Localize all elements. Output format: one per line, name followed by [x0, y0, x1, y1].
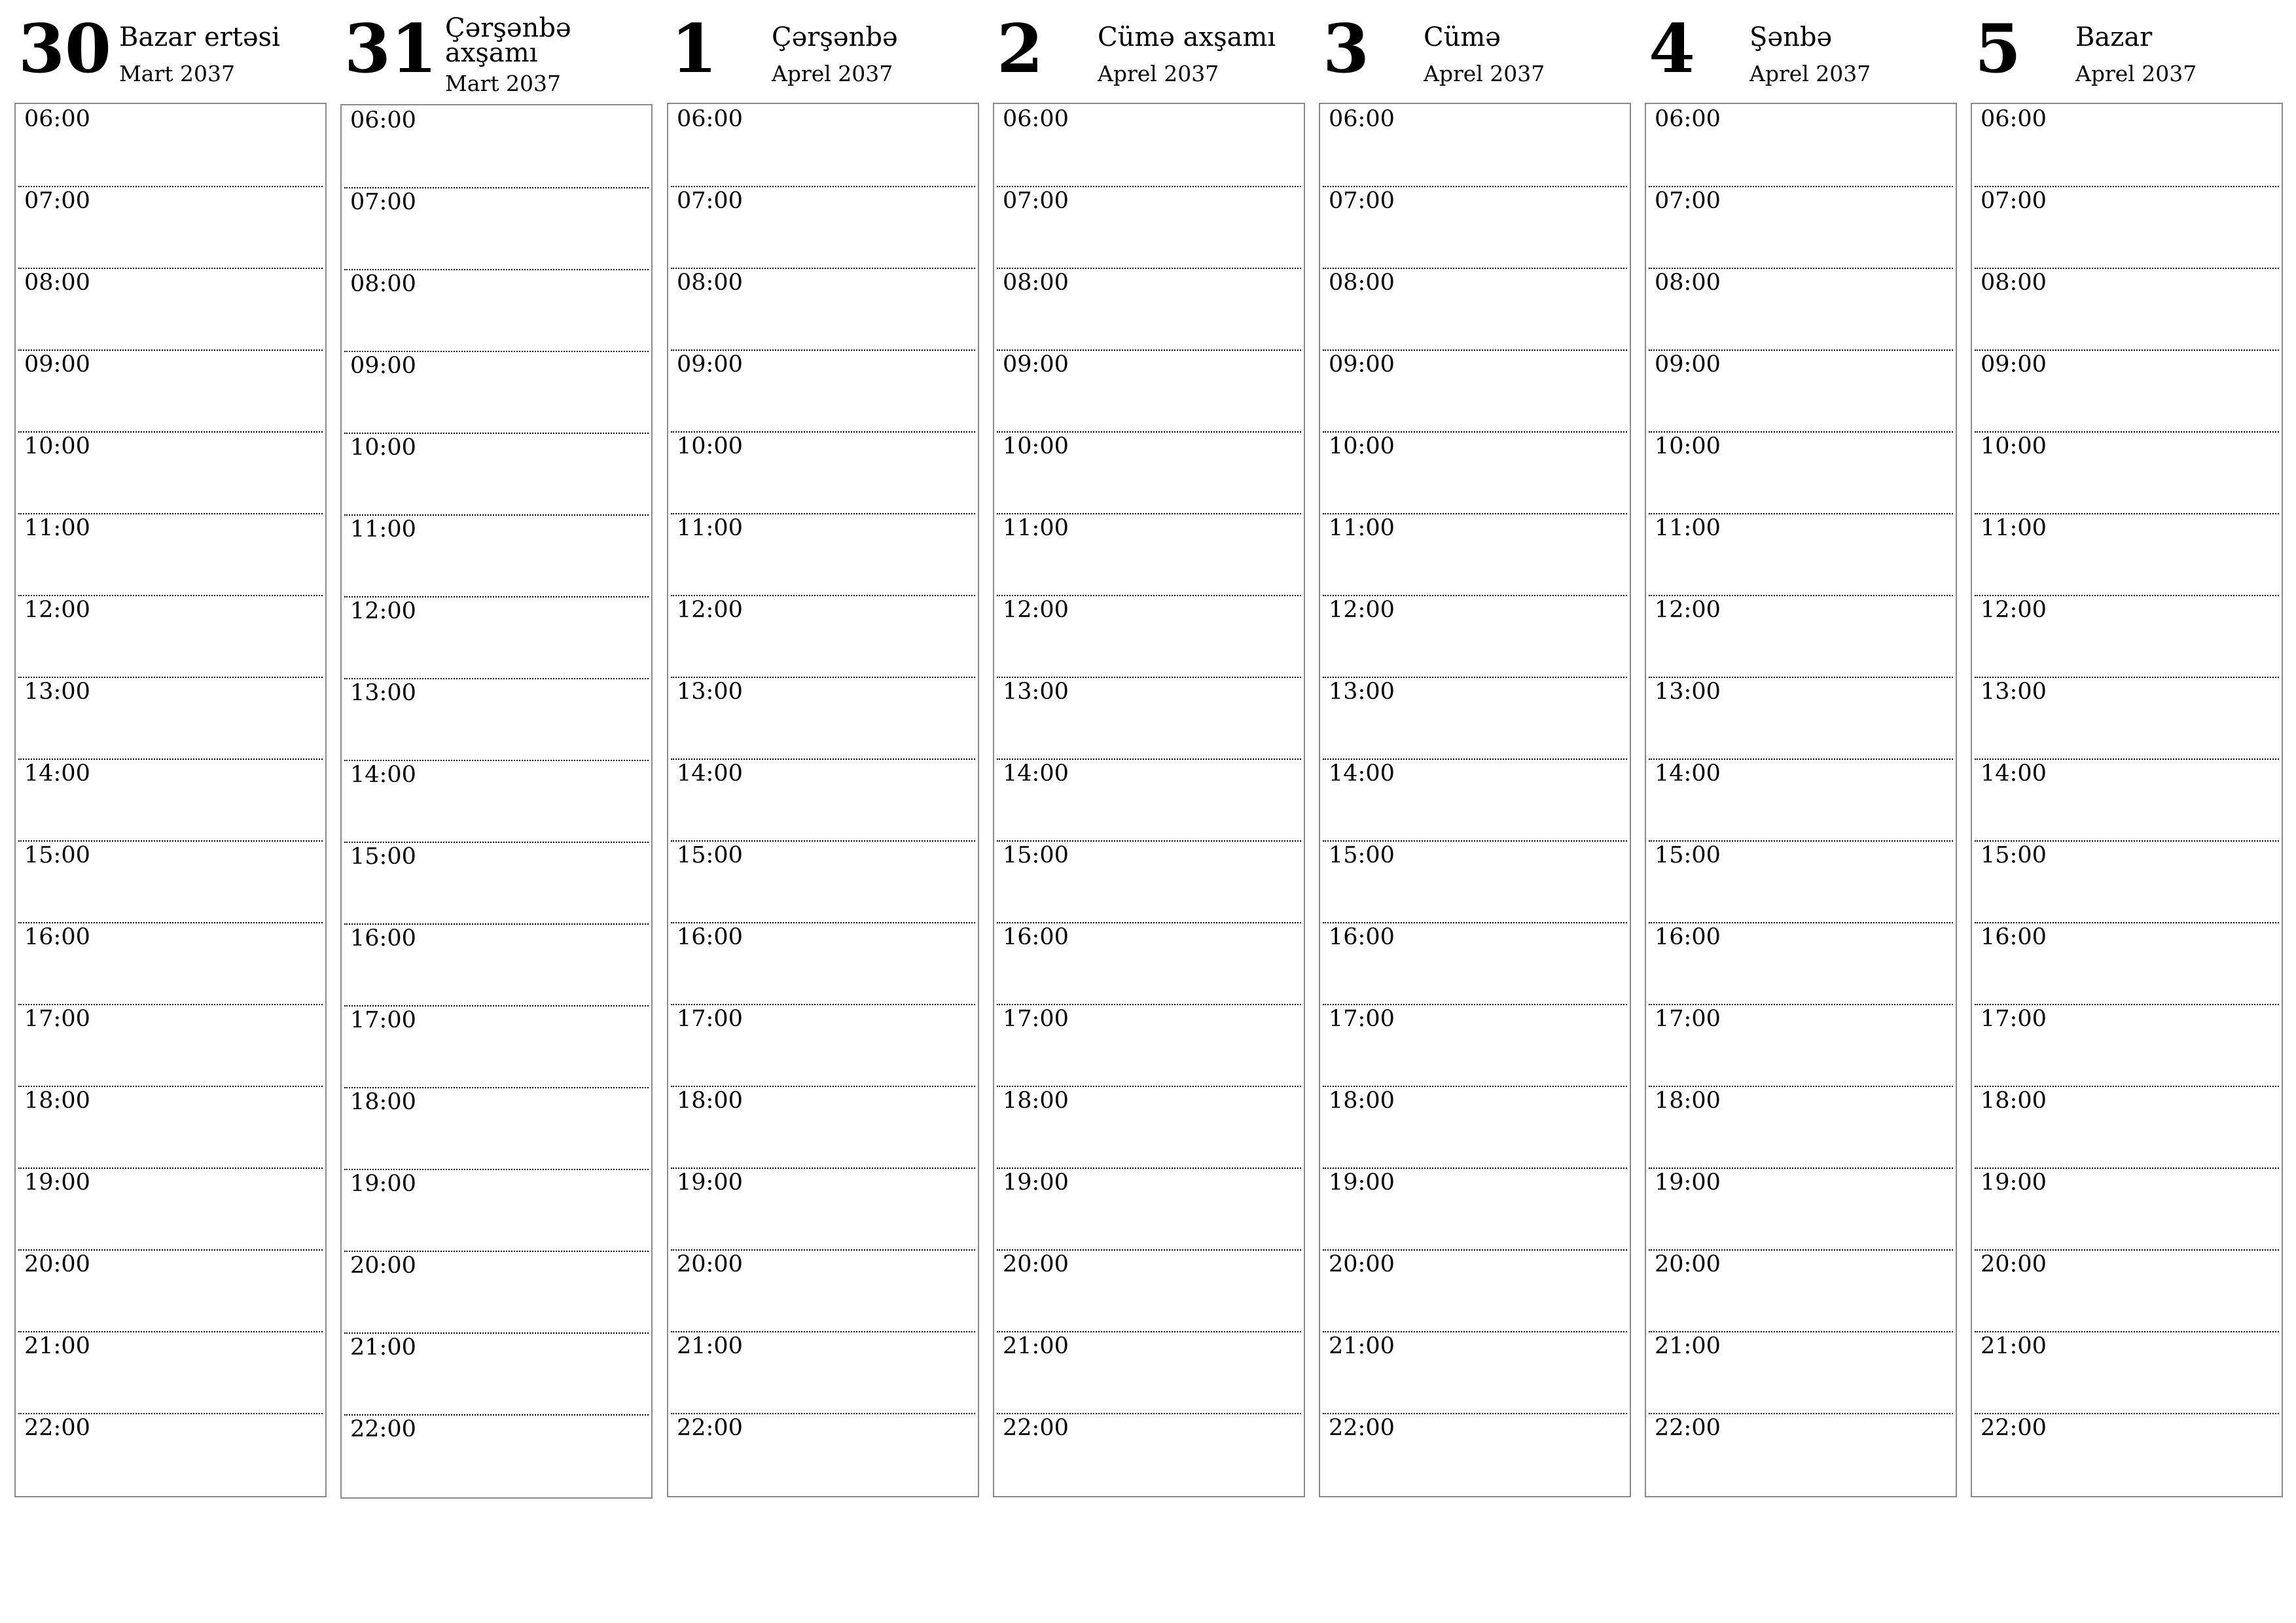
- time-slot: [671, 1249, 975, 1332]
- time-slot: [18, 595, 323, 678]
- day-number: 1: [671, 10, 717, 88]
- time-slot: [1649, 1249, 1953, 1332]
- time-label: 07:00: [1655, 188, 1721, 214]
- time-label: 21:00: [1655, 1333, 1721, 1359]
- time-label: 14:00: [1329, 760, 1395, 787]
- time-label: 14:00: [1655, 760, 1721, 787]
- time-slot: [18, 1004, 323, 1087]
- day-header: [14, 0, 327, 98]
- time-slot: [997, 1086, 1301, 1169]
- time-slot: [671, 595, 975, 678]
- time-slot: [18, 922, 323, 1005]
- time-label: 14:00: [24, 760, 90, 787]
- day-header: [340, 0, 653, 98]
- time-label: 22:00: [24, 1415, 90, 1441]
- time-label: 10:00: [1003, 433, 1069, 459]
- time-label: 17:00: [350, 1007, 416, 1033]
- time-label: 21:00: [350, 1334, 416, 1361]
- time-slot: [1649, 677, 1953, 760]
- time-slot: [344, 678, 649, 761]
- time-label: 19:00: [677, 1169, 743, 1196]
- time-label: 15:00: [1655, 842, 1721, 868]
- time-label: 17:00: [1003, 1006, 1069, 1032]
- time-label: 09:00: [1981, 351, 2047, 378]
- time-label: 16:00: [1329, 924, 1395, 950]
- time-label: 22:00: [1329, 1415, 1395, 1441]
- time-label: 17:00: [1329, 1006, 1395, 1032]
- time-label: 22:00: [677, 1415, 743, 1441]
- time-slot: [1649, 1331, 1953, 1414]
- time-slot: [1649, 513, 1953, 596]
- time-label: 13:00: [1329, 679, 1395, 705]
- time-slot: [344, 923, 649, 1007]
- time-label: 15:00: [677, 842, 743, 868]
- time-slot: [1323, 349, 1627, 433]
- time-label: 12:00: [1655, 597, 1721, 623]
- time-slot: [18, 758, 323, 842]
- time-slot: [344, 760, 649, 843]
- time-slot: [671, 677, 975, 760]
- weekday-name: Cümə axşamı: [1098, 22, 1276, 52]
- time-label: 13:00: [350, 680, 416, 706]
- month-year: Aprel 2037: [1424, 61, 1545, 86]
- time-label: 21:00: [1329, 1333, 1395, 1359]
- day-schedule-box: [1645, 103, 1957, 1497]
- time-slot: [1975, 1004, 2279, 1087]
- time-slot: [1975, 922, 2279, 1005]
- time-label: 13:00: [1981, 679, 2047, 705]
- time-slot: [1975, 840, 2279, 923]
- time-label: 22:00: [350, 1416, 416, 1442]
- month-year: Mart 2037: [119, 61, 235, 86]
- time-slot: [997, 1331, 1301, 1414]
- time-label: 22:00: [1981, 1415, 2047, 1441]
- day-column: [1319, 0, 1631, 1441]
- time-slot: [997, 758, 1301, 842]
- day-column: [1971, 0, 2283, 1441]
- time-label: 09:00: [24, 351, 90, 378]
- time-slot: [1649, 104, 1953, 187]
- time-label: 17:00: [1981, 1006, 2047, 1032]
- time-slot: [997, 1249, 1301, 1332]
- time-label: 11:00: [350, 516, 416, 543]
- day-column: [340, 0, 653, 1442]
- time-label: 18:00: [24, 1088, 90, 1114]
- time-slot: [344, 1087, 649, 1170]
- time-label: 10:00: [350, 435, 416, 461]
- time-slot: [1323, 431, 1627, 514]
- time-slot: [997, 513, 1301, 596]
- time-slot: [344, 105, 649, 188]
- day-column: [993, 0, 1305, 1441]
- day-schedule-box: [14, 103, 327, 1497]
- time-slot: [1323, 513, 1627, 596]
- time-label: 16:00: [1981, 924, 2047, 950]
- time-label: 09:00: [1655, 351, 1721, 378]
- time-slot: [344, 842, 649, 925]
- time-label: 10:00: [677, 433, 743, 459]
- time-slot: [997, 595, 1301, 678]
- time-slot: [1649, 758, 1953, 842]
- time-label: 11:00: [24, 515, 90, 541]
- time-label: 08:00: [350, 271, 416, 297]
- time-label: 08:00: [1981, 270, 2047, 296]
- time-label: 08:00: [1003, 270, 1069, 296]
- time-slot: [18, 840, 323, 923]
- time-label: 19:00: [1655, 1169, 1721, 1196]
- time-slot: [671, 1331, 975, 1414]
- day-number: 30: [18, 10, 111, 88]
- day-number: 31: [344, 10, 437, 88]
- time-label: 15:00: [1329, 842, 1395, 868]
- time-label: 14:00: [1003, 760, 1069, 787]
- time-slot: [1323, 922, 1627, 1005]
- time-slot: [1975, 1086, 2279, 1169]
- time-slot: [997, 1004, 1301, 1087]
- time-label: 11:00: [1329, 515, 1395, 541]
- time-label: 20:00: [350, 1253, 416, 1279]
- time-label: 18:00: [1655, 1088, 1721, 1114]
- time-slot: [997, 677, 1301, 760]
- time-label: 12:00: [1329, 597, 1395, 623]
- time-slot: [671, 1086, 975, 1169]
- time-label: 06:00: [1003, 106, 1069, 132]
- time-label: 15:00: [1981, 842, 2047, 868]
- time-label: 16:00: [1655, 924, 1721, 950]
- time-slot: [1323, 595, 1627, 678]
- time-label: 13:00: [1655, 679, 1721, 705]
- time-slot: [671, 186, 975, 269]
- time-slot: [1649, 1168, 1953, 1251]
- time-slot: [671, 431, 975, 514]
- time-slot: [997, 349, 1301, 433]
- time-slot: [1975, 268, 2279, 351]
- time-label: 13:00: [677, 679, 743, 705]
- month-year: Aprel 2037: [1749, 61, 1871, 86]
- time-label: 12:00: [350, 598, 416, 624]
- time-label: 08:00: [1655, 270, 1721, 296]
- time-slot: [1649, 922, 1953, 1005]
- time-slot: [1975, 677, 2279, 760]
- time-slot: [1323, 1004, 1627, 1087]
- time-label: 19:00: [1329, 1169, 1395, 1196]
- time-slot: [1323, 1086, 1627, 1169]
- day-header: [667, 0, 979, 98]
- time-label: 11:00: [1981, 515, 2047, 541]
- day-header: [1319, 0, 1631, 98]
- time-label: 10:00: [1655, 433, 1721, 459]
- time-slot: [18, 104, 323, 187]
- time-slot: [344, 596, 649, 679]
- time-label: 16:00: [350, 925, 416, 952]
- time-slot: [997, 431, 1301, 514]
- time-slot: [344, 1332, 649, 1416]
- time-label: 12:00: [1981, 597, 2047, 623]
- time-slot: [671, 1004, 975, 1087]
- time-slot: [18, 513, 323, 596]
- time-label: 22:00: [1003, 1415, 1069, 1441]
- time-label: 17:00: [1655, 1006, 1721, 1032]
- day-schedule-box: [993, 103, 1305, 1497]
- time-label: 07:00: [1329, 188, 1395, 214]
- time-slot: [1649, 186, 1953, 269]
- time-label: 11:00: [1655, 515, 1721, 541]
- time-slot: [997, 186, 1301, 269]
- time-slot: [1649, 349, 1953, 433]
- time-slot: [1975, 349, 2279, 433]
- day-column: [667, 0, 979, 1441]
- time-slot: [344, 1005, 649, 1088]
- time-slot: [1323, 840, 1627, 923]
- day-column: [14, 0, 327, 1441]
- time-label: 06:00: [1655, 106, 1721, 132]
- time-slot: [18, 1086, 323, 1169]
- time-label: 14:00: [1981, 760, 2047, 787]
- time-label: 16:00: [1003, 924, 1069, 950]
- time-label: 09:00: [1329, 351, 1395, 378]
- month-year: Aprel 2037: [772, 61, 893, 86]
- time-slot: [671, 349, 975, 433]
- time-slot: [1323, 1331, 1627, 1414]
- time-slot: [997, 1168, 1301, 1251]
- time-label: 13:00: [24, 679, 90, 705]
- time-label: 22:00: [1655, 1415, 1721, 1441]
- time-label: 20:00: [1981, 1251, 2047, 1277]
- time-slot: [671, 1168, 975, 1251]
- month-year: Aprel 2037: [2075, 61, 2197, 86]
- weekday-name: Cümə: [1424, 22, 1501, 52]
- time-label: 12:00: [677, 597, 743, 623]
- time-slot: [1649, 1004, 1953, 1087]
- day-schedule-box: [667, 103, 979, 1497]
- time-slot: [671, 758, 975, 842]
- time-slot: [344, 269, 649, 352]
- time-label: 06:00: [1981, 106, 2047, 132]
- time-label: 06:00: [24, 106, 90, 132]
- time-label: 19:00: [24, 1169, 90, 1196]
- time-slot: [1649, 1413, 1953, 1495]
- time-label: 20:00: [1655, 1251, 1721, 1277]
- time-label: 13:00: [1003, 679, 1069, 705]
- time-label: 20:00: [24, 1251, 90, 1277]
- time-slot: [18, 1413, 323, 1495]
- time-slot: [1323, 1168, 1627, 1251]
- time-label: 15:00: [1003, 842, 1069, 868]
- time-slot: [18, 268, 323, 351]
- weekday-name: Çərşənbə: [772, 22, 898, 52]
- time-label: 18:00: [350, 1089, 416, 1115]
- time-label: 14:00: [677, 760, 743, 787]
- time-slot: [1975, 595, 2279, 678]
- time-slot: [997, 104, 1301, 187]
- time-label: 19:00: [1003, 1169, 1069, 1196]
- day-column: [1645, 0, 1957, 1441]
- time-label: 21:00: [24, 1333, 90, 1359]
- time-label: 20:00: [677, 1251, 743, 1277]
- time-slot: [671, 922, 975, 1005]
- day-number: 3: [1323, 10, 1369, 88]
- time-label: 18:00: [1981, 1088, 2047, 1114]
- time-label: 14:00: [350, 762, 416, 788]
- time-label: 07:00: [350, 189, 416, 215]
- time-slot: [1649, 595, 1953, 678]
- time-label: 08:00: [24, 270, 90, 296]
- time-slot: [1323, 677, 1627, 760]
- time-slot: [997, 1413, 1301, 1495]
- time-slot: [671, 1413, 975, 1495]
- time-label: 07:00: [1003, 188, 1069, 214]
- time-slot: [671, 104, 975, 187]
- time-label: 07:00: [24, 188, 90, 214]
- time-slot: [997, 840, 1301, 923]
- time-label: 21:00: [1981, 1333, 2047, 1359]
- time-label: 10:00: [24, 433, 90, 459]
- time-label: 15:00: [24, 842, 90, 868]
- time-label: 09:00: [350, 353, 416, 379]
- time-label: 09:00: [1003, 351, 1069, 378]
- time-label: 19:00: [350, 1171, 416, 1197]
- time-label: 08:00: [677, 270, 743, 296]
- time-label: 12:00: [24, 597, 90, 623]
- day-schedule-box: [340, 104, 653, 1499]
- month-year: Mart 2037: [445, 71, 561, 96]
- time-slot: [1975, 431, 2279, 514]
- time-slot: [671, 513, 975, 596]
- time-slot: [1975, 104, 2279, 187]
- time-slot: [18, 349, 323, 433]
- time-label: 21:00: [1003, 1333, 1069, 1359]
- day-number: 4: [1649, 10, 1695, 88]
- time-slot: [344, 1169, 649, 1252]
- weekday-name: Bazar: [2075, 22, 2153, 52]
- time-label: 11:00: [677, 515, 743, 541]
- day-schedule-box: [1319, 103, 1631, 1497]
- weekday-name: Çərşənbə axşamı: [445, 13, 571, 68]
- day-header: [1645, 0, 1957, 98]
- time-slot: [344, 1251, 649, 1334]
- time-slot: [344, 433, 649, 516]
- time-slot: [18, 1331, 323, 1414]
- time-slot: [997, 922, 1301, 1005]
- time-slot: [1323, 758, 1627, 842]
- day-number: 2: [997, 10, 1043, 88]
- time-slot: [671, 268, 975, 351]
- day-schedule-box: [1971, 103, 2283, 1497]
- time-label: 10:00: [1329, 433, 1395, 459]
- time-label: 09:00: [677, 351, 743, 378]
- time-slot: [344, 514, 649, 597]
- time-slot: [1649, 268, 1953, 351]
- time-slot: [1975, 1331, 2279, 1414]
- time-slot: [1649, 1086, 1953, 1169]
- time-label: 12:00: [1003, 597, 1069, 623]
- weekday-name: Şənbə: [1749, 22, 1833, 52]
- time-label: 16:00: [24, 924, 90, 950]
- time-label: 19:00: [1981, 1169, 2047, 1196]
- time-label: 18:00: [1329, 1088, 1395, 1114]
- time-label: 21:00: [677, 1333, 743, 1359]
- time-slot: [1975, 186, 2279, 269]
- time-label: 07:00: [1981, 188, 2047, 214]
- day-header: [993, 0, 1305, 98]
- time-label: 16:00: [677, 924, 743, 950]
- time-slot: [1975, 1413, 2279, 1495]
- weekday-name: Bazar ertəsi: [119, 22, 280, 52]
- time-label: 18:00: [1003, 1088, 1069, 1114]
- time-slot: [1975, 1249, 2279, 1332]
- time-slot: [1975, 1168, 2279, 1251]
- time-slot: [997, 268, 1301, 351]
- time-slot: [1649, 431, 1953, 514]
- time-label: 11:00: [1003, 515, 1069, 541]
- time-label: 06:00: [350, 107, 416, 134]
- time-slot: [18, 186, 323, 269]
- day-number: 5: [1975, 10, 2021, 88]
- time-slot: [18, 677, 323, 760]
- time-slot: [1323, 268, 1627, 351]
- time-slot: [1975, 758, 2279, 842]
- month-year: Aprel 2037: [1098, 61, 1219, 86]
- time-label: 06:00: [677, 106, 743, 132]
- day-header: [1971, 0, 2283, 98]
- time-label: 17:00: [677, 1006, 743, 1032]
- time-slot: [1323, 186, 1627, 269]
- time-slot: [1975, 513, 2279, 596]
- time-slot: [18, 1249, 323, 1332]
- time-label: 18:00: [677, 1088, 743, 1114]
- time-label: 20:00: [1329, 1251, 1395, 1277]
- time-slot: [1649, 840, 1953, 923]
- time-slot: [671, 840, 975, 923]
- time-slot: [1323, 104, 1627, 187]
- time-label: 17:00: [24, 1006, 90, 1032]
- time-label: 07:00: [677, 188, 743, 214]
- time-label: 20:00: [1003, 1251, 1069, 1277]
- time-label: 08:00: [1329, 270, 1395, 296]
- time-slot: [344, 351, 649, 434]
- time-slot: [1323, 1249, 1627, 1332]
- time-label: 10:00: [1981, 433, 2047, 459]
- time-slot: [1323, 1413, 1627, 1495]
- time-label: 15:00: [350, 844, 416, 870]
- time-label: 06:00: [1329, 106, 1395, 132]
- time-slot: [344, 187, 649, 270]
- time-slot: [344, 1414, 649, 1496]
- time-slot: [18, 1168, 323, 1251]
- time-slot: [18, 431, 323, 514]
